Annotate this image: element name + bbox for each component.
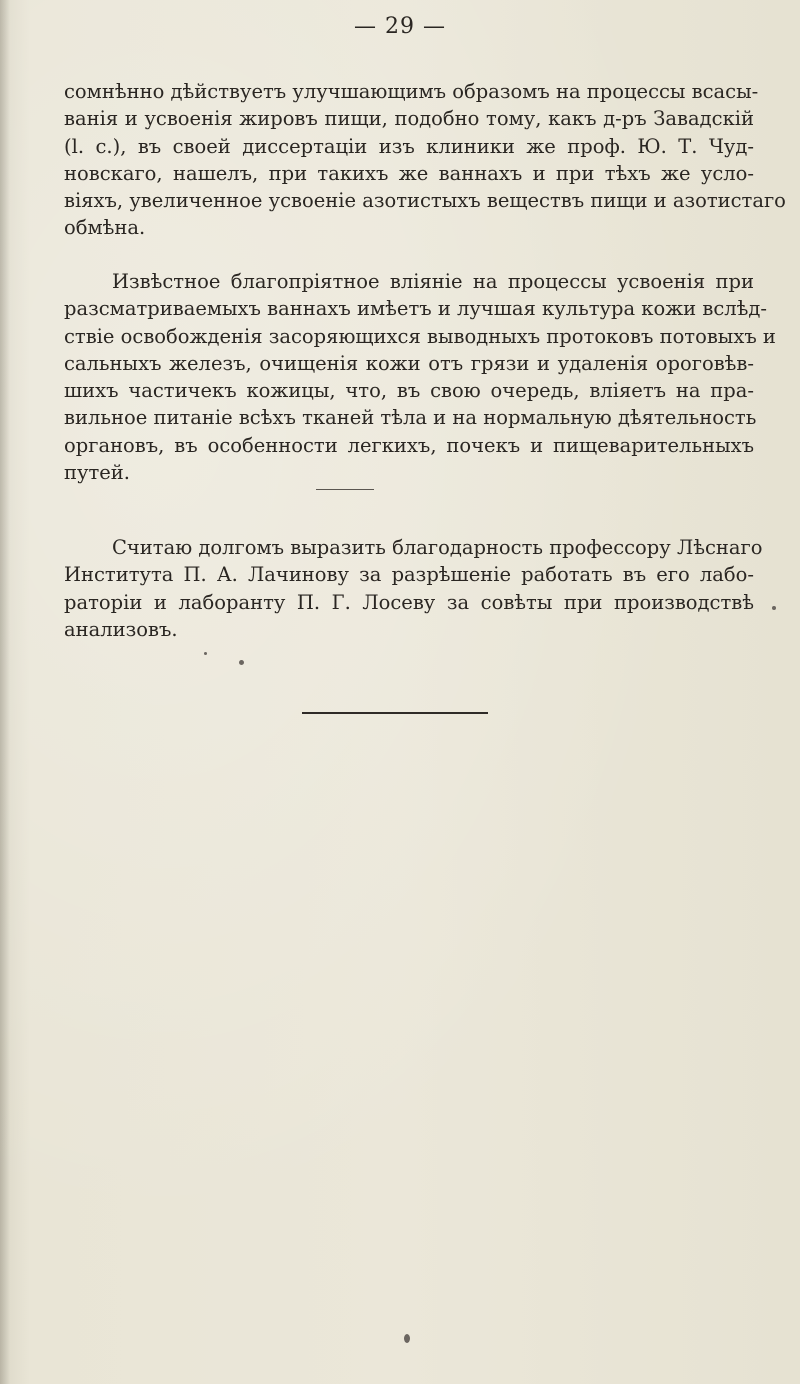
page-edge-shadow bbox=[0, 0, 10, 1384]
text-line: шихъ частичекъ кожицы, что, въ свою очередь, вліяетъ на пра- bbox=[64, 379, 754, 403]
text-line: ствіе освобожденія засоряющихся выводныхъ протоковъ потовыхъ и bbox=[64, 324, 776, 348]
text-line: органовъ, въ особенности легкихъ, почекъ и пищеварительныхъ bbox=[64, 433, 754, 457]
text-line: путей. bbox=[64, 461, 130, 485]
text-line: (l. с.), въ своей диссертаціи изъ клиники же проф. Ю. Т. Чуд- bbox=[64, 134, 754, 158]
paragraph-acknowledgement bbox=[64, 534, 763, 643]
paragraph-2 bbox=[64, 268, 776, 486]
ink-speck bbox=[239, 660, 244, 665]
section-divider bbox=[316, 489, 374, 490]
text-line: анализовъ. bbox=[64, 617, 178, 641]
end-rule bbox=[302, 712, 488, 714]
text-line: обмѣна. bbox=[64, 216, 146, 240]
ink-speck bbox=[204, 652, 207, 655]
text-line: віяхъ, увеличенное усвоеніе азотистыхъ веществъ пищи и азотистаго bbox=[64, 189, 786, 213]
text-line: ванія и усвоенія жировъ пищи, подобно тому, какъ д-ръ Завадскій bbox=[64, 107, 754, 131]
text-line: сомнѣнно дѣйствуетъ улучшающимъ образомъ на процессы всасы- bbox=[64, 80, 759, 103]
text-line: новскаго, нашелъ, при такихъ же ваннахъ и при тѣхъ же усло- bbox=[64, 161, 754, 185]
ink-speck bbox=[772, 606, 776, 610]
text-line: Считаю долгомъ выразить благодарность профессору Лѣснаго bbox=[112, 536, 763, 559]
text-line: Института П. А. Лачинову за разрѣшеніе работать въ его лабо- bbox=[64, 563, 754, 587]
text-line: сальныхъ железъ, очищенія кожи отъ грязи и удаленія ороговѣв- bbox=[64, 351, 754, 375]
text-line: вильное питаніе всѣхъ тканей тѣла и на нормальную дѣятельность bbox=[64, 406, 757, 430]
text-line: раторіи и лаборанту П. Г. Лосеву за совѣты при производствѣ bbox=[64, 590, 754, 614]
ink-speck bbox=[404, 1334, 410, 1343]
page-number: — 29 — bbox=[354, 14, 446, 39]
paragraph-1 bbox=[64, 78, 786, 242]
text-line: разсматриваемыхъ ваннахъ имѣетъ и лучшая культура кожи вслѣд- bbox=[64, 297, 767, 321]
text-line: Извѣстное благопріятное вліяніе на процессы усвоенія при bbox=[112, 270, 754, 293]
